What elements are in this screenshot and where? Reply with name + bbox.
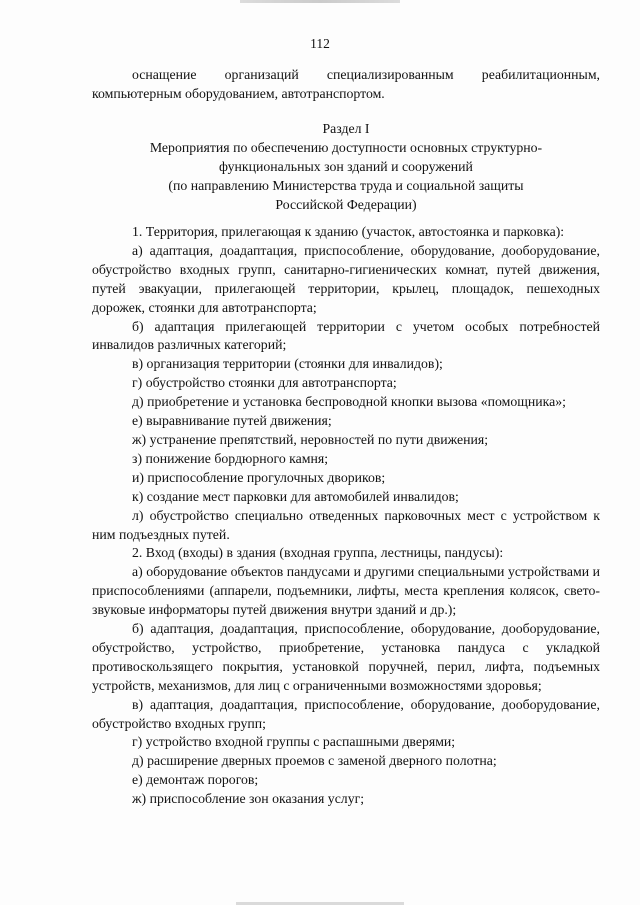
list-item: ж) приспособление зон оказания услуг; bbox=[132, 791, 365, 807]
list-item: к) создание мест парковки для автомобилей инвалидов; bbox=[132, 488, 459, 504]
list-item: 2. Вход (входы) в здания (входная группа, лестницы, пандусы): bbox=[132, 545, 504, 561]
list-item: е) демонтаж порогов; bbox=[132, 772, 259, 788]
list-item: в) адаптация, доадаптация, приспособление, оборудование, дооборудование, обустройство входных групп; bbox=[92, 696, 600, 731]
list-item: л) обустройство специально отведенных парковочных мест с устройством к ним подъездных путей. bbox=[92, 507, 600, 542]
list-item: д) приобретение и установка беспроводной кнопки вызова «помощника»; bbox=[132, 394, 567, 410]
intro-paragraph: оснащение организаций специализированным реабилитационным, компьютерным оборудованием, автотранспортом. bbox=[92, 67, 600, 101]
scan-edge-top bbox=[240, 0, 400, 3]
list-item: б) адаптация, доадаптация, приспособление, оборудование, дооборудование, обустройство, устройство, приобретение, установка пандуса с укладкой противоскользящего покрытия, установкой поручней, перил, лифта, подъемных устройств, механизмов, для лиц с ограниченными возможностями здоровья; bbox=[92, 621, 600, 693]
section-header bbox=[92, 120, 600, 215]
measures-list bbox=[92, 223, 600, 809]
list-item: е) выравнивание путей движения; bbox=[132, 413, 332, 429]
list-item: а) адаптация, доадаптация, приспособление, оборудование, дооборудование, обустройство входных групп, санитарно-гигиенических комнат, путей движения, путей эвакуации, прилегающей территории, крылец, площадок, пешеходных дорожек, стоянки для автотранспорта; bbox=[92, 242, 600, 315]
section-title-line: Мероприятия по обеспечению доступности основных структурно- bbox=[149, 139, 543, 155]
section-title-line: Российской Федерации) bbox=[275, 196, 417, 212]
list-item: в) организация территории (стоянки для инвалидов); bbox=[132, 356, 443, 372]
intro-block bbox=[92, 66, 600, 104]
section-title-line: (по направлению Министерства труда и социальной защиты bbox=[168, 177, 524, 193]
list-item: и) приспособление прогулочных двориков; bbox=[132, 469, 386, 485]
list-item: б) адаптация прилегающей территории с учетом особых потребностей инвалидов различных категорий; bbox=[92, 318, 600, 353]
list-item: з) понижение бордюрного камня; bbox=[132, 450, 329, 466]
list-item: 1. Территория, прилегающая к зданию (участок, автостоянка и парковка): bbox=[132, 224, 565, 239]
list-item: а) оборудование объектов пандусами и другими специальными устройствами и приспособлениями (аппарели, подъемники, лифты, места крепления колясок, свето-звуковые информаторы путей движения внутри зданий и др.); bbox=[92, 564, 600, 618]
section-title-line: функциональных зон зданий и сооружений bbox=[219, 158, 473, 174]
section-heading: Раздел I bbox=[322, 121, 370, 136]
list-item: г) устройство входной группы с распашными дверями; bbox=[132, 734, 456, 750]
list-item: ж) устранение препятствий, неровностей по пути движения; bbox=[132, 431, 489, 447]
page-number: 112 bbox=[310, 36, 330, 51]
list-item: д) расширение дверных проемов с заменой дверного полотна; bbox=[132, 753, 497, 769]
list-item: г) обустройство стоянки для автотранспорта; bbox=[132, 375, 397, 391]
